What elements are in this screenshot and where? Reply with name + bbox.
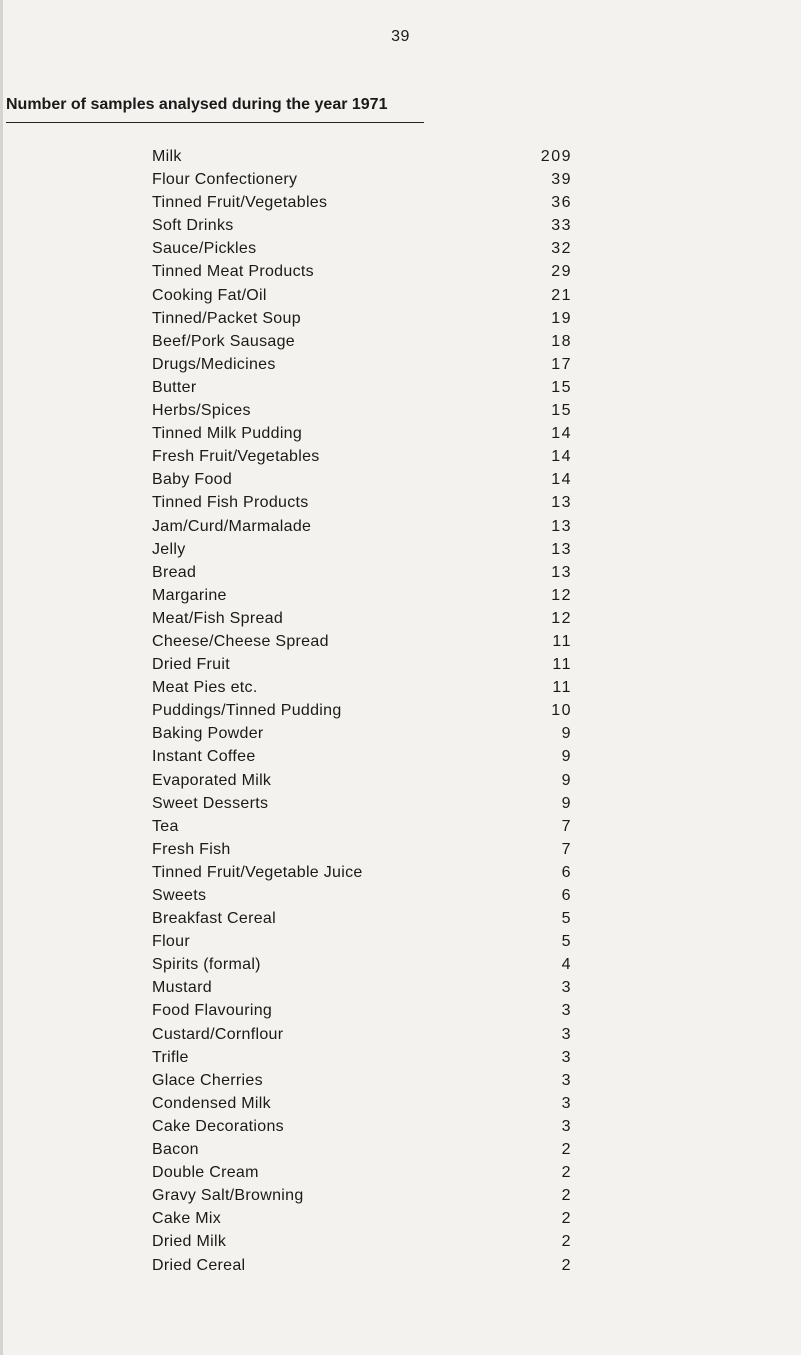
table-row bbox=[152, 1046, 572, 1069]
table-row bbox=[152, 1230, 572, 1253]
sample-count: 36 bbox=[551, 194, 572, 212]
table-row bbox=[152, 884, 572, 907]
sample-item: Cheese/Cheese Spread bbox=[152, 632, 329, 650]
table-row bbox=[152, 145, 572, 168]
sample-item: Beef/Pork Sausage bbox=[152, 332, 295, 350]
sample-item: Margarine bbox=[152, 586, 227, 604]
table-row bbox=[152, 1161, 572, 1184]
table-row bbox=[152, 815, 572, 838]
table-row bbox=[152, 1207, 572, 1230]
sample-item: Tinned Fish Products bbox=[152, 494, 309, 512]
sample-item: Butter bbox=[152, 378, 197, 396]
table-row bbox=[152, 630, 572, 653]
table-row bbox=[152, 445, 572, 468]
sample-item: Glace Cherries bbox=[152, 1071, 263, 1089]
sample-item: Dried Cereal bbox=[152, 1256, 246, 1274]
table-row bbox=[152, 907, 572, 930]
sample-item: Tinned Meat Products bbox=[152, 263, 314, 281]
sample-count: 3 bbox=[561, 1002, 572, 1020]
sample-item: Cooking Fat/Oil bbox=[152, 286, 267, 304]
table-row bbox=[152, 376, 572, 399]
table-row bbox=[152, 168, 572, 191]
sample-count: 2 bbox=[561, 1256, 572, 1274]
sample-item: Gravy Salt/Browning bbox=[152, 1187, 304, 1205]
sample-count: 13 bbox=[551, 494, 572, 512]
sample-item: Flour Confectionery bbox=[152, 171, 298, 189]
sample-count: 9 bbox=[561, 771, 572, 789]
sample-item: Food Flavouring bbox=[152, 1002, 273, 1020]
table-row bbox=[152, 584, 572, 607]
table-row bbox=[152, 1254, 572, 1277]
sample-count: 13 bbox=[551, 563, 572, 581]
table-row bbox=[152, 953, 572, 976]
sample-item: Sauce/Pickles bbox=[152, 240, 257, 258]
table-row bbox=[152, 1184, 572, 1207]
sample-count: 32 bbox=[551, 240, 572, 258]
sample-item: Double Cream bbox=[152, 1164, 259, 1182]
table-row bbox=[152, 1069, 572, 1092]
table-row bbox=[152, 607, 572, 630]
table-row bbox=[152, 699, 572, 722]
sample-count: 4 bbox=[561, 956, 572, 974]
sample-count: 11 bbox=[552, 632, 572, 650]
sample-count: 14 bbox=[551, 425, 572, 443]
table-row bbox=[152, 976, 572, 999]
sample-count: 17 bbox=[551, 355, 572, 373]
table-row bbox=[152, 468, 572, 491]
sample-count: 15 bbox=[551, 378, 572, 396]
page-title: Number of samples analysed during the year 1971 bbox=[6, 96, 388, 113]
sample-item: Cake Decorations bbox=[152, 1117, 284, 1135]
sample-count: 33 bbox=[551, 217, 572, 235]
page-number: 39 bbox=[391, 28, 410, 45]
table-row bbox=[152, 515, 572, 538]
sample-item: Breakfast Cereal bbox=[152, 910, 276, 928]
sample-count: 9 bbox=[561, 794, 572, 812]
sample-item: Bacon bbox=[152, 1141, 199, 1159]
sample-count: 14 bbox=[551, 471, 572, 489]
sample-item: Tinned Fruit/Vegetables bbox=[152, 194, 328, 212]
sample-count: 2 bbox=[561, 1210, 572, 1228]
sample-count: 12 bbox=[551, 609, 572, 627]
table-row bbox=[152, 792, 572, 815]
sample-count: 29 bbox=[551, 263, 572, 281]
sample-item: Sweet Desserts bbox=[152, 794, 269, 812]
sample-item: Flour bbox=[152, 933, 190, 951]
table-row bbox=[152, 561, 572, 584]
sample-item: Tinned Milk Pudding bbox=[152, 425, 303, 443]
table-row bbox=[152, 353, 572, 376]
sample-count: 3 bbox=[561, 1094, 572, 1112]
sample-item: Evaporated Milk bbox=[152, 771, 272, 789]
sample-item: Drugs/Medicines bbox=[152, 355, 276, 373]
table-row bbox=[152, 1138, 572, 1161]
table-row bbox=[152, 838, 572, 861]
table-row bbox=[152, 1023, 572, 1046]
sample-item: Baking Powder bbox=[152, 725, 264, 743]
sample-count: 5 bbox=[561, 910, 572, 928]
sample-item: Puddings/Tinned Pudding bbox=[152, 702, 342, 720]
table-row bbox=[152, 1092, 572, 1115]
table-row bbox=[152, 676, 572, 699]
table-row bbox=[152, 491, 572, 514]
table-row bbox=[152, 422, 572, 445]
sample-count: 15 bbox=[551, 402, 572, 420]
title-underline bbox=[6, 122, 424, 123]
table-row bbox=[152, 307, 572, 330]
samples-table bbox=[152, 145, 572, 1277]
table-row bbox=[152, 284, 572, 307]
sample-item: Tinned Fruit/Vegetable Juice bbox=[152, 863, 363, 881]
table-row bbox=[152, 999, 572, 1022]
sample-count: 39 bbox=[551, 171, 572, 189]
sample-item: Dried Fruit bbox=[152, 656, 230, 674]
table-row bbox=[152, 653, 572, 676]
sample-count: 12 bbox=[551, 586, 572, 604]
sample-count: 3 bbox=[561, 1025, 572, 1043]
sample-count: 209 bbox=[540, 148, 572, 165]
table-row bbox=[152, 861, 572, 884]
sample-count: 10 bbox=[551, 702, 572, 720]
sample-count: 3 bbox=[561, 979, 572, 997]
sample-count: 3 bbox=[561, 1071, 572, 1089]
sample-count: 6 bbox=[561, 887, 572, 904]
sample-item: Mustard bbox=[152, 979, 212, 997]
sample-item: Soft Drinks bbox=[152, 217, 234, 235]
sample-item: Dried Milk bbox=[152, 1233, 227, 1251]
sample-item: Sweets bbox=[152, 887, 207, 904]
sample-count: 2 bbox=[561, 1141, 572, 1159]
sample-item: Meat/Fish Spread bbox=[152, 609, 284, 627]
sample-count: 6 bbox=[561, 863, 572, 881]
sample-item: Trifle bbox=[152, 1048, 189, 1066]
sample-item: Custard/Cornflour bbox=[152, 1025, 284, 1043]
sample-item: Spirits (formal) bbox=[152, 956, 261, 974]
sample-item: Herbs/Spices bbox=[152, 402, 251, 420]
sample-count: 11 bbox=[552, 679, 572, 697]
table-row bbox=[152, 237, 572, 260]
table-row bbox=[152, 538, 572, 561]
page-edge-shadow bbox=[0, 0, 3, 1355]
sample-item: Meat Pies etc. bbox=[152, 679, 258, 697]
sample-item: Jam/Curd/Marmalade bbox=[152, 517, 312, 535]
sample-count: 2 bbox=[561, 1187, 572, 1205]
sample-item: Cake Mix bbox=[152, 1210, 222, 1228]
sample-count: 7 bbox=[561, 817, 572, 835]
sample-count: 9 bbox=[561, 748, 572, 766]
table-row bbox=[152, 330, 572, 353]
sample-item: Condensed Milk bbox=[152, 1094, 271, 1112]
table-row bbox=[152, 214, 572, 237]
sample-count: 7 bbox=[561, 840, 572, 858]
table-row bbox=[152, 191, 572, 214]
table-row bbox=[152, 399, 572, 422]
sample-item: Baby Food bbox=[152, 471, 233, 489]
table-row bbox=[152, 260, 572, 283]
sample-count: 19 bbox=[551, 309, 572, 327]
sample-item: Instant Coffee bbox=[152, 748, 256, 766]
table-row bbox=[152, 1115, 572, 1138]
sample-count: 13 bbox=[551, 540, 572, 558]
sample-count: 2 bbox=[561, 1233, 572, 1251]
sample-item: Tea bbox=[152, 817, 179, 835]
sample-item: Bread bbox=[152, 563, 197, 581]
sample-item: Fresh Fish bbox=[152, 840, 231, 858]
sample-count: 21 bbox=[551, 286, 572, 304]
sample-count: 2 bbox=[561, 1164, 572, 1182]
table-row bbox=[152, 930, 572, 953]
sample-item: Jelly bbox=[152, 540, 186, 558]
table-row bbox=[152, 769, 572, 792]
sample-count: 5 bbox=[561, 933, 572, 951]
sample-count: 3 bbox=[561, 1117, 572, 1135]
table-row bbox=[152, 745, 572, 768]
sample-item: Tinned/Packet Soup bbox=[152, 309, 301, 327]
sample-count: 14 bbox=[551, 448, 572, 466]
sample-count: 3 bbox=[561, 1048, 572, 1066]
sample-item: Fresh Fruit/Vegetables bbox=[152, 448, 320, 466]
sample-count: 18 bbox=[551, 332, 572, 350]
sample-count: 13 bbox=[551, 517, 572, 535]
table-row bbox=[152, 722, 572, 745]
sample-count: 9 bbox=[561, 725, 572, 743]
sample-item: Milk bbox=[152, 148, 182, 165]
sample-count: 11 bbox=[552, 656, 572, 674]
